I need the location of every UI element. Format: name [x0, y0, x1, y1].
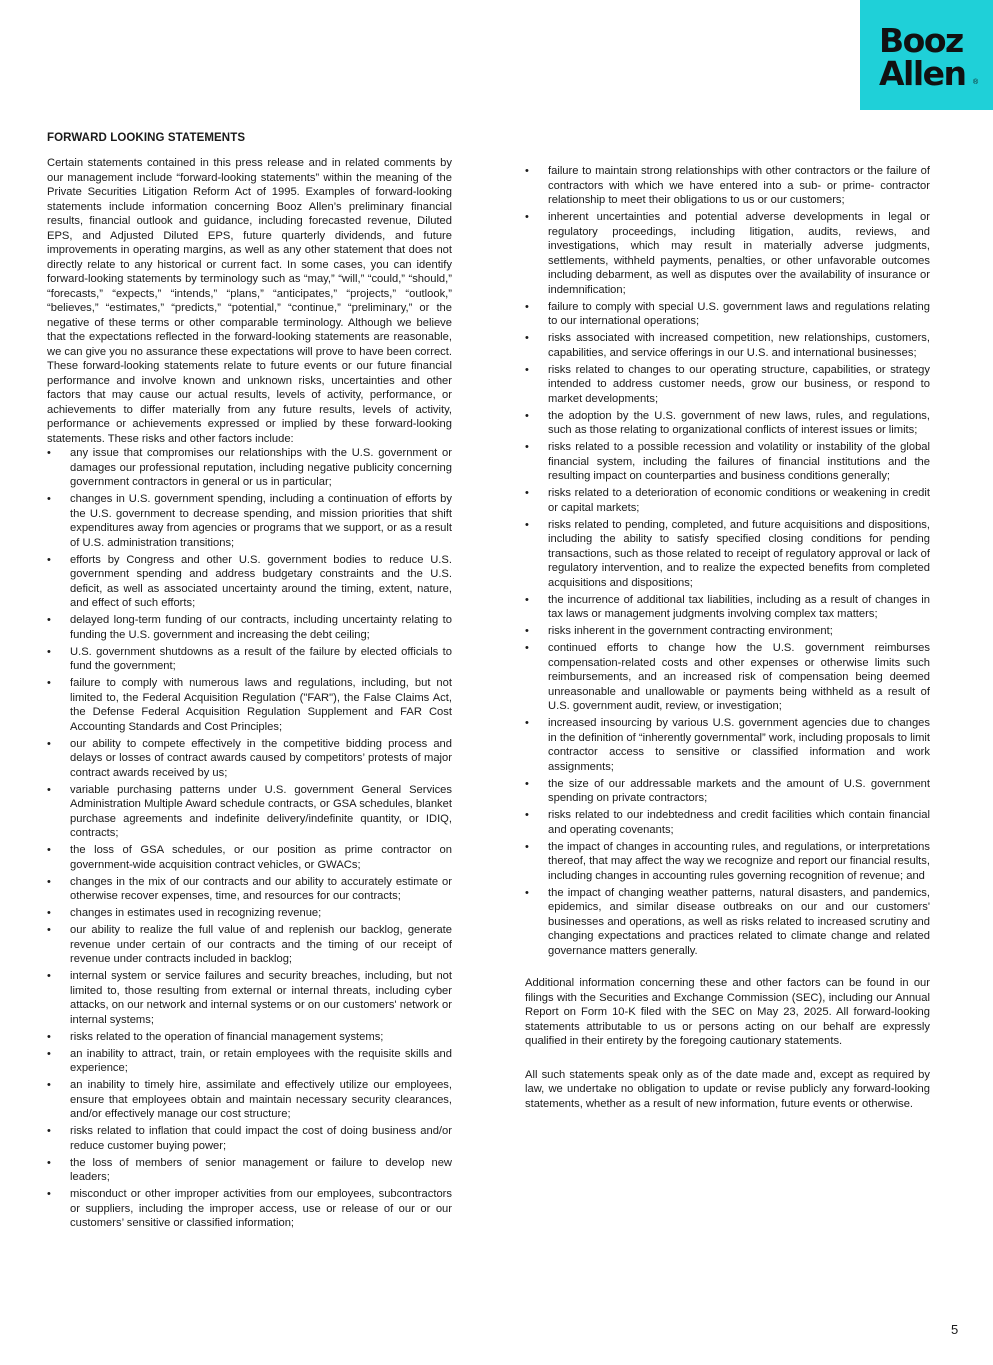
risk-bullet-item — [525, 886, 930, 959]
risk-bullet-text: an inability to timely hire, assimilate and effectively utilize our employees, ensure that employees obtain and maintain necessary security clearances, and/or effectively manage our cost structure; — [70, 1079, 452, 1120]
risk-bullet-item — [47, 1124, 452, 1153]
risk-bullet-item — [525, 593, 930, 622]
bullet-marker: • — [47, 907, 51, 919]
right-risk-list — [525, 164, 930, 958]
closing-paragraphs — [525, 976, 930, 1111]
risk-bullet-text: misconduct or other improper activities from our employees, subcontractors or suppliers, including the improper access, use or release of our or our customers’ sensitive or classified information; — [70, 1188, 452, 1229]
risk-bullet-item — [47, 1047, 452, 1076]
right-column — [525, 164, 930, 1130]
bullet-marker: • — [525, 409, 529, 422]
risk-bullet-text: changes in estimates used in recognizing revenue; — [70, 907, 322, 919]
bullet-marker: • — [525, 518, 529, 531]
risk-bullet-text: risks related to a possible recession and volatility or instability of the global financial system, including the failures of financial institutions and the resulting impact on counterparties and business conditions generally; — [548, 441, 930, 482]
bullet-marker: • — [525, 642, 529, 654]
logo-word-booz: Booz — [879, 21, 963, 60]
bullet-marker: • — [47, 1047, 51, 1060]
logo-registered-mark: ® — [973, 79, 979, 86]
bullet-marker: • — [525, 441, 529, 453]
risk-bullet-item — [47, 923, 452, 967]
risk-bullet-text: risks related to changes to our operating structure, capabilities, or strategy intended to address customer needs, grow our business, or respond to market developments; — [548, 363, 930, 405]
page-number: 5 — [951, 1322, 959, 1337]
risk-bullet-text: risks related to our indebtedness and credit facilities which contain financial and operating covenants; — [548, 809, 930, 836]
risk-bullet-item — [47, 613, 452, 642]
risk-bullet-item — [47, 843, 452, 872]
risk-bullet-text: risks related to inflation that could impact the cost of doing business and/or reduce customer buying power; — [70, 1125, 452, 1152]
bullet-marker: • — [525, 487, 529, 499]
risk-bullet-text: changes in the mix of our contracts and our ability to accurately estimate or otherwise recover expenses, time, and resources for our contracts; — [70, 875, 452, 902]
risk-bullet-item — [525, 840, 930, 884]
bullet-marker: • — [525, 625, 529, 637]
left-risk-list — [47, 446, 452, 1231]
risk-bullet-item — [525, 300, 930, 329]
risk-bullet-item — [525, 363, 930, 407]
risk-bullet-item — [47, 906, 452, 921]
bullet-marker: • — [525, 593, 529, 606]
bullet-marker: • — [525, 886, 529, 899]
risk-bullet-item — [525, 164, 930, 208]
risk-bullet-item — [525, 210, 930, 297]
risk-bullet-text: inherent uncertainties and potential adverse developments in legal or regulatory proceedings, including litigation, audits, reviews, and investigations, which may result in materially adverse judgments, settlements, withheld payments, penalties, or other unfavorable outcomes including debarment, as well as disputes over the availability of insurance or indemnification; — [548, 211, 930, 296]
intro-paragraph: Certain statements contained in this press release and in related comments by our management include “forward-looking statements” within the meaning of the Private Securities Litigation Reform Act of 1995. Examples of forward-looking statements include information concerning Booz Allen’s preliminary financial results, financial outlook and guidance, including forecasted revenue, Diluted EPS, and Adjusted Diluted EPS, future quarterly dividends, and future improvements in operating margins, as well as any other statement that does not directly relate to any historical or current fact. In some cases, you can identify forward-looking statements by terminology such as “may,” “will,” “could,” “should,” “forecasts,” “expects,” “intends,” “plans,” “anticipates,” “projects,” “outlook,” “believes,” “estimates,” “predicts,” “potential,” “continue,” “preliminary,” or the negative of these terms or other comparable terminology. Although we believe that the expectations reflected in the forward-looking statements are reasonable, we can give you no assurance these expectations will prove to have been correct. These forward-looking statements relate to future events or our future financial performance and involve known and unknown risks, uncertainties and other factors that may cause our actual results, levels of activity, performance, or achievements to differ materially from any future results, levels of activity, performance or achievements expressed or implied by these forward-looking statements. These risks and other factors include: — [47, 157, 452, 445]
bullet-marker: • — [525, 777, 529, 790]
risk-bullet-item — [525, 440, 930, 484]
bullet-marker: • — [47, 924, 51, 936]
risk-bullet-text: efforts by Congress and other U.S. government bodies to reduce U.S. government spending and address budgetary constraints and the U.S. deficit, as well as associated uncertainty around the timing, extent, nature, and effect of such efforts; — [70, 553, 452, 609]
bullet-marker: • — [525, 332, 529, 344]
bullet-marker: • — [525, 809, 529, 821]
bullet-marker: • — [47, 677, 51, 689]
risk-bullet-text: variable purchasing patterns under U.S. government General Services Administration Multiple Award schedule contracts, or GSA schedules, blanket purchase agreements and indefinite delivery/indefinite quantity, or IDIQ, contracts; — [70, 783, 452, 839]
risk-bullet-item — [47, 676, 452, 734]
risk-bullet-text: the loss of GSA schedules, or our position as prime contractor on government-wide acquisition contract vehicles, or GWACs; — [70, 844, 452, 871]
risk-bullet-item — [47, 969, 452, 1027]
risk-bullet-text: risks related to a deterioration of economic conditions or weakening in credit or capital markets; — [548, 487, 930, 514]
bullet-marker: • — [47, 1188, 51, 1200]
bullet-marker: • — [47, 645, 51, 658]
risk-bullet-item — [525, 808, 930, 837]
risk-bullet-item — [525, 409, 930, 438]
risk-bullet-text: our ability to compete effectively in the competitive bidding process and delays or losses of contract awards caused by competitors’ protests of major contract awards received by us; — [70, 737, 452, 779]
risk-bullet-item — [525, 331, 930, 360]
bullet-marker: • — [47, 844, 51, 856]
section-heading: FORWARD LOOKING STATEMENTS — [47, 132, 246, 144]
risk-bullet-text: failure to comply with special U.S. government laws and regulations relating to our international operations; — [548, 300, 930, 327]
risk-bullet-text: the impact of changing weather patterns, natural disasters, and pandemics, epidemics, and similar disease outbreaks on our and our customers' businesses and operations, as well as risks related to increased scrutiny and changing expectations and practices related to climate change and related governance matters generally. — [548, 886, 930, 957]
risk-bullet-item — [47, 1187, 452, 1231]
risk-bullet-item — [47, 492, 452, 550]
risk-bullet-item — [47, 645, 452, 674]
bullet-marker: • — [47, 553, 51, 566]
risk-bullet-text: risks related to the operation of financial management systems; — [70, 1030, 384, 1043]
risk-bullet-item — [47, 737, 452, 781]
bullet-marker: • — [47, 783, 51, 796]
booz-allen-logo — [860, 0, 993, 110]
risk-bullet-item — [47, 1156, 452, 1185]
risk-bullet-text: increased insourcing by various U.S. government agencies due to changes in the definition of “inherently governmental” work, including proposals to limit contractor access to sensitive or classified information and work assignments; — [548, 717, 930, 773]
bullet-marker: • — [525, 211, 529, 223]
bullet-marker: • — [47, 970, 51, 982]
risk-bullet-item — [47, 875, 452, 904]
risk-bullet-item — [525, 624, 930, 639]
risk-bullet-text: U.S. government shutdowns as a result of the failure by elected officials to fund the government; — [70, 645, 452, 672]
risk-bullet-text: any issue that compromises our relationships with the U.S. government or damages our professional reputation, including negative publicity concerning government contractors in general or us in particular; — [70, 447, 452, 488]
risk-bullet-text: internal system or service failures and security breaches, including, but not limited to, those resulting from external or internal threats, including cyber attacks, on our network and internal systems or on our customers' network or internal systems; — [70, 970, 452, 1026]
risk-bullet-text: risks related to pending, completed, and future acquisitions and dispositions, including the ability to satisfy specified closing conditions for pending transactions, such as those related to receipt of regulatory approval or lack of regulatory intervention, and to realize the expected benefits from completed acquisitions and dispositions; — [548, 518, 930, 589]
risk-bullet-text: our ability to realize the full value of and replenish our backlog, generate revenue under certain of our contracts and the timing of our receipt of revenue under contracts included in backlog; — [70, 924, 452, 965]
risk-bullet-item — [47, 446, 452, 490]
risk-bullet-text: risks associated with increased competition, new relationships, customers, capabilities, and service offerings in our U.S. and international businesses; — [548, 332, 930, 359]
risk-bullet-item — [525, 486, 930, 515]
risk-bullet-text: the loss of members of senior management or failure to develop new leaders; — [70, 1156, 452, 1183]
bullet-marker: • — [525, 165, 529, 177]
bullet-marker: • — [47, 1125, 51, 1137]
bullet-marker: • — [525, 300, 529, 313]
risk-bullet-item — [47, 1030, 452, 1045]
risk-bullet-item — [525, 641, 930, 714]
risk-bullet-text: risks inherent in the government contracting environment; — [548, 625, 833, 637]
additional-info-paragraph: Additional information concerning these and other factors can be found in our filings with the Securities and Exchange Commission (SEC), including our Annual Report on Form 10-K filed with the SEC on May 23, 2025. All forward-looking statements attributable to us or persons acting on our behalf are expressly qualified in their entirety by the foregoing cautionary statements. — [525, 977, 930, 1047]
risk-bullet-item — [47, 783, 452, 841]
bullet-marker: • — [47, 614, 51, 626]
bullet-marker: • — [525, 717, 529, 729]
risk-bullet-text: the adoption by the U.S. government of new laws, rules, and regulations, such as those relating to organizational conflicts of interest issues or limits; — [548, 409, 930, 436]
risk-bullet-item — [47, 553, 452, 611]
bullet-marker: • — [47, 1079, 51, 1091]
risk-bullet-text: continued efforts to change how the U.S. government reimburses compensation-related costs and other expenses or otherwise limits such reimbursements, and an increased risk of compensation being deemed unreasonable and unallowable or payments being withheld as a result of U.S. government audit, review, or investigation; — [548, 642, 930, 712]
left-column — [47, 156, 452, 1233]
risk-bullet-text: an inability to attract, train, or retain employees with the requisite skills and experience; — [70, 1047, 452, 1074]
logo-word-allen: Allen — [879, 54, 966, 93]
bullet-marker: • — [47, 447, 51, 459]
risk-bullet-text: failure to comply with numerous laws and regulations, including, but not limited to, the Federal Acquisition Regulation ("FAR"), the False Claims Act, the Defense Federal Acquisition Regulation Supplement and FAR Cost Accounting Standards and Cost Principles; — [70, 677, 452, 733]
bullet-marker: • — [47, 1030, 51, 1043]
risk-bullet-text: failure to maintain strong relationships with other contractors or the failure of contractors with which we have entered into a sub- or prime- contractor relationship to meet their obligations to us or our customers; — [548, 165, 930, 206]
risk-bullet-text: delayed long-term funding of our contracts, including uncertainty relating to funding the U.S. government and increasing the debt ceiling; — [70, 614, 452, 641]
risk-bullet-text: the size of our addressable markets and the amount of U.S. government spending on private contractors; — [548, 777, 930, 804]
bullet-marker: • — [47, 737, 51, 750]
risk-bullet-item — [525, 777, 930, 806]
bullet-marker: • — [47, 1156, 51, 1169]
no-obligation-paragraph: All such statements speak only as of the date made and, except as required by law, we undertake no obligation to update or revise publicly any forward-looking statements, whether as a result of new information, future events or otherwise. — [525, 1068, 930, 1110]
risk-bullet-text: the incurrence of additional tax liabilities, including as a result of changes in tax laws or management judgments involving complex tax matters; — [548, 593, 930, 620]
bullet-marker: • — [525, 363, 529, 376]
risk-bullet-item — [525, 716, 930, 774]
bullet-marker: • — [525, 840, 529, 853]
bullet-marker: • — [47, 493, 51, 505]
bullet-marker: • — [47, 875, 51, 888]
risk-bullet-text: the impact of changes in accounting rules, and regulations, or interpretations thereof, that may affect the way we recognize and report our financial results, including changes in accounting rules governing recognition of revenue; and — [548, 840, 930, 882]
risk-bullet-item — [47, 1078, 452, 1122]
risk-bullet-text: changes in U.S. government spending, including a continuation of efforts by the U.S. government to decrease spending, and mission priorities that shift expenditures away from agencies or programs that we support, or as a result of U.S. administration transitions; — [70, 493, 452, 549]
risk-bullet-item — [525, 518, 930, 591]
